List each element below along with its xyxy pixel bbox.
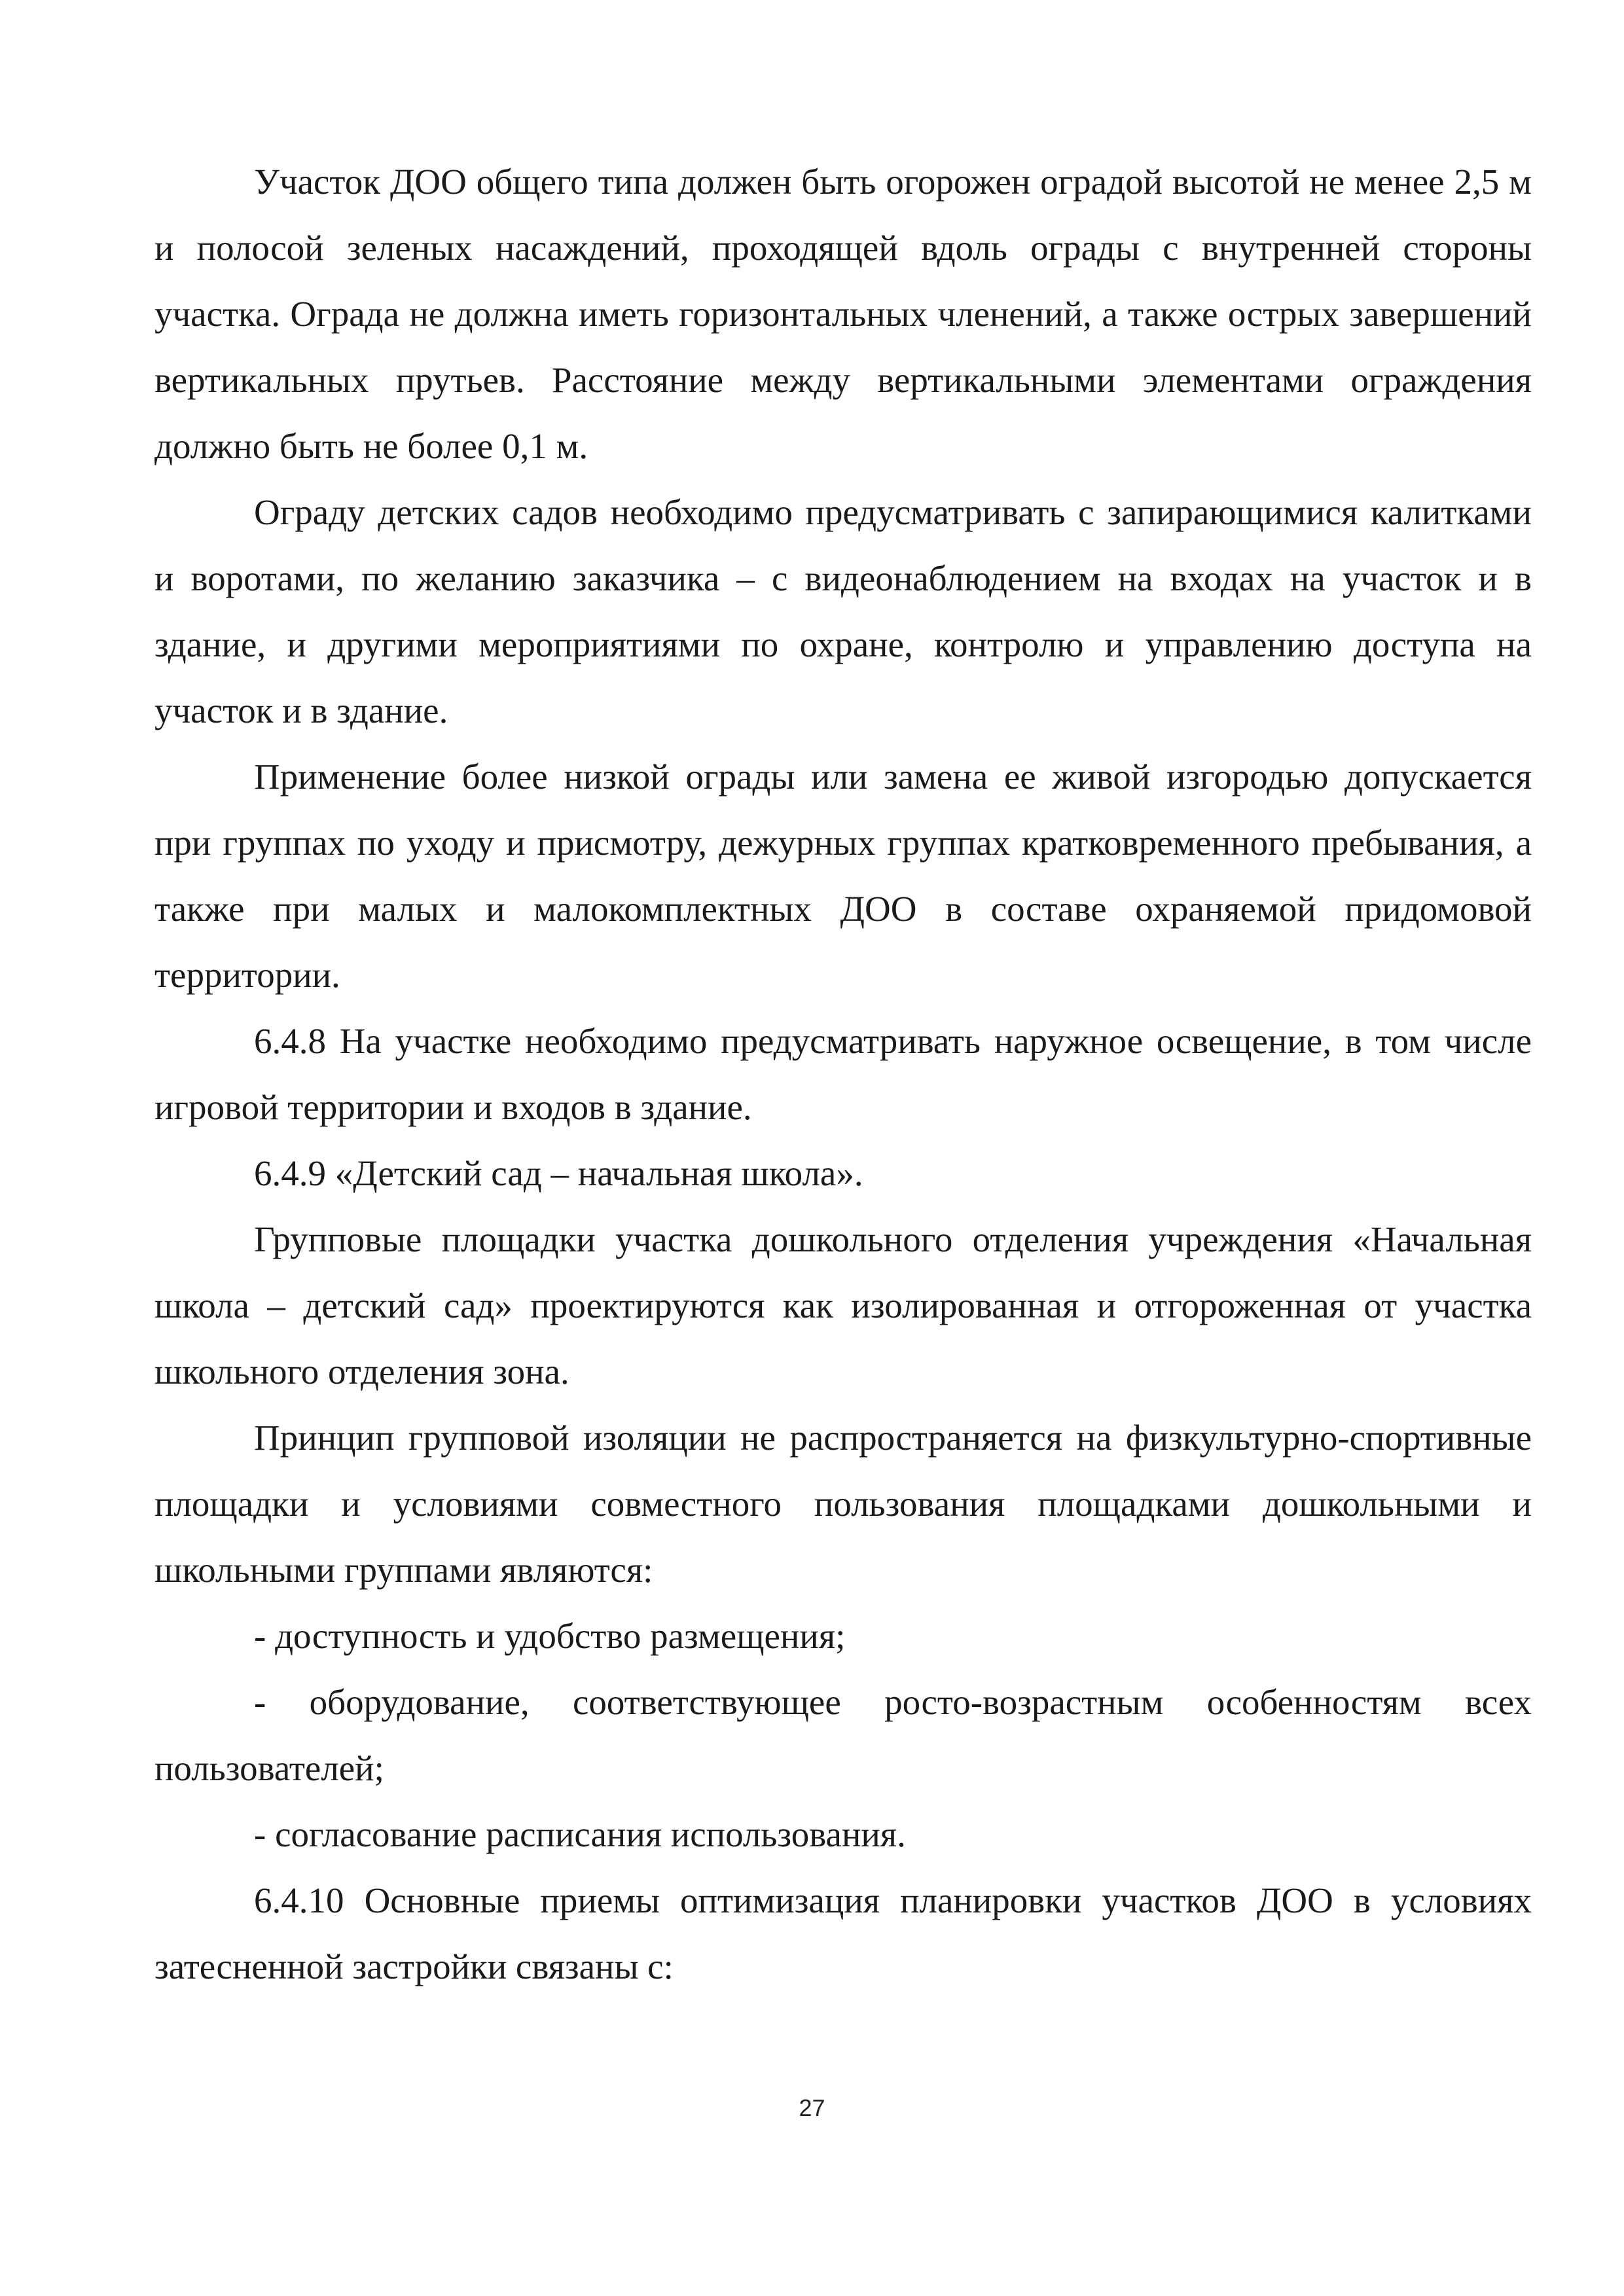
list-item-equipment: - оборудование, соответствующее росто-возрастным особенностям всех пользователей;	[154, 1682, 1532, 1788]
list-item-accessibility: - доступность и удобство размещения;	[254, 1616, 846, 1656]
paragraph-6-4-10: 6.4.10 Основные приемы оптимизация планировки участков ДОО в условиях затесненной застройки связаны с:	[154, 1880, 1532, 1986]
paragraph-6-4-9: 6.4.9 «Детский сад – начальная школа».	[254, 1153, 863, 1193]
paragraph-low-fence: Применение более низкой ограды или замена ее живой изгородью допускается при группах по уходу и присмотру, дежурных группах кратковременного пребывания, а также при малых и малокомплектных ДОО в составе охраняемой придомовой территории.	[154, 757, 1532, 995]
paragraph-6-4-8: 6.4.8 На участке необходимо предусматривать наружное освещение, в том числе игровой территории и входов в здание.	[154, 1021, 1532, 1127]
paragraph-fence-gates: Ограду детских садов необходимо предусматривать с запирающимися калитками и воротами, по желанию заказчика – с видеонаблюдением на входах на участок и в здание, и другими мероприятиями по охране, контролю и управлению доступа на участок и в здание.	[154, 492, 1532, 730]
paragraph-fence-requirements: Участок ДОО общего типа должен быть огорожен оградой высотой не менее 2,5 м и полосой зеленых насаждений, проходящей вдоль ограды с внутренней стороны участка. Ограда не должна иметь горизонтальных членений, а также острых завершений вертикальных прутьев. Расстояние между вертикальными элементами ограждения должно быть не более 0,1 м.	[154, 162, 1532, 466]
list-item-schedule: - согласование расписания использования.	[254, 1814, 906, 1854]
body-text	[154, 149, 1532, 2000]
page-number: 27	[799, 2094, 825, 2121]
paragraph-isolation-principle: Принцип групповой изоляции не распространяется на физкультурно-спортивные площадки и условиями совместного пользования площадками дошкольными и школьными группами являются:	[154, 1418, 1532, 1590]
paragraph-group-playgrounds: Групповые площадки участка дошкольного отделения учреждения «Начальная школа – детский сад» проектируются как изолированная и отгороженная от участка школьного отделения зона.	[154, 1219, 1532, 1391]
